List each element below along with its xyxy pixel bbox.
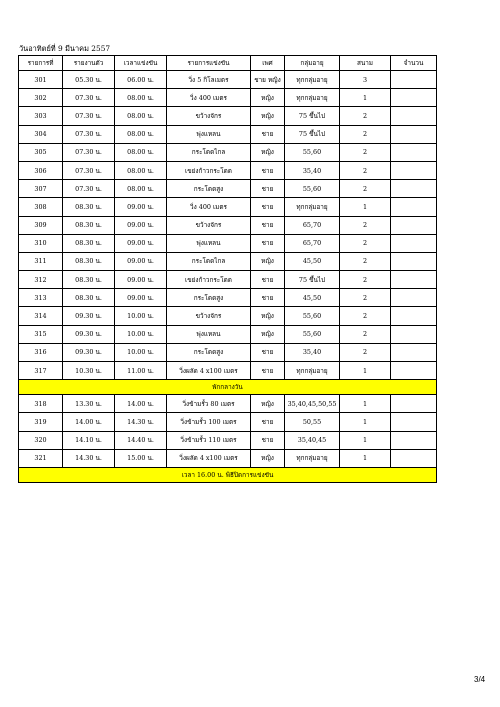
- field-cell: 1: [340, 362, 391, 380]
- event-time-cell: 11.00 น.: [115, 362, 167, 380]
- event-cell: ขว้างจักร: [167, 307, 251, 325]
- item-no-cell: 314: [19, 307, 63, 325]
- schedule-table: [18, 55, 437, 483]
- gender-cell: ชาย: [251, 343, 285, 361]
- event-time-cell: 09.00 น.: [115, 252, 167, 270]
- count-cell: [391, 161, 437, 179]
- table-row: [19, 89, 437, 107]
- event-cell: วิ่ง 400 เมตร: [167, 89, 251, 107]
- event-cell: เขย่งก้าวกระโดด: [167, 161, 251, 179]
- table-row: [19, 362, 437, 380]
- field-cell: 2: [340, 271, 391, 289]
- event-cell: พุ่งแหลน: [167, 125, 251, 143]
- event-time-cell: 10.00 น.: [115, 343, 167, 361]
- table-row: [19, 289, 437, 307]
- field-cell: 2: [340, 107, 391, 125]
- count-cell: [391, 89, 437, 107]
- count-cell: [391, 271, 437, 289]
- gender-cell: หญิง: [251, 89, 285, 107]
- event-cell: กระโดดไกล: [167, 252, 251, 270]
- field-cell: 2: [340, 325, 391, 343]
- age-group-cell: 35,40,45: [285, 431, 340, 449]
- gender-cell: ชาย: [251, 125, 285, 143]
- event-time-cell: 08.00 น.: [115, 180, 167, 198]
- count-cell: [391, 395, 437, 413]
- column-header-event-time: เวลาแข่งขัน: [115, 56, 167, 71]
- item-no-cell: 316: [19, 343, 63, 361]
- closing-ceremony-band: [19, 467, 437, 482]
- table-row: [19, 125, 437, 143]
- event-time-cell: 08.00 น.: [115, 125, 167, 143]
- event-cell: กระโดดสูง: [167, 180, 251, 198]
- count-cell: [391, 71, 437, 89]
- column-header-count: จำนวน: [391, 56, 437, 71]
- field-cell: 1: [340, 89, 391, 107]
- closing-ceremony-row: [19, 467, 437, 482]
- schedule-afternoon-rows: [19, 395, 437, 468]
- item-no-cell: 306: [19, 161, 63, 179]
- page-number: 3/4: [474, 675, 486, 684]
- field-cell: 3: [340, 71, 391, 89]
- report-time-cell: 08.30 น.: [63, 234, 115, 252]
- table-row: [19, 271, 437, 289]
- age-group-cell: 55,60: [285, 180, 340, 198]
- age-group-cell: 35,40: [285, 161, 340, 179]
- item-no-cell: 308: [19, 198, 63, 216]
- lunch-break-row: [19, 380, 437, 395]
- table-row: [19, 325, 437, 343]
- field-cell: 1: [340, 198, 391, 216]
- count-cell: [391, 143, 437, 161]
- count-cell: [391, 125, 437, 143]
- table-row: [19, 161, 437, 179]
- gender-cell: ชาย: [251, 271, 285, 289]
- count-cell: [391, 289, 437, 307]
- item-no-cell: 309: [19, 216, 63, 234]
- gender-cell: ชาย: [251, 161, 285, 179]
- event-cell: วิ่งข้ามรั้ว 80 เมตร: [167, 395, 251, 413]
- item-no-cell: 312: [19, 271, 63, 289]
- table-row: [19, 216, 437, 234]
- report-time-cell: 07.30 น.: [63, 125, 115, 143]
- table-row: [19, 71, 437, 89]
- gender-cell: ชาย: [251, 198, 285, 216]
- count-cell: [391, 413, 437, 431]
- count-cell: [391, 362, 437, 380]
- event-cell: เขย่งก้าวกระโดด: [167, 271, 251, 289]
- event-time-cell: 14.30 น.: [115, 413, 167, 431]
- event-cell: วิ่ง 5 กิโลเมตร: [167, 71, 251, 89]
- age-group-cell: 35,40,45,50,55: [285, 395, 340, 413]
- event-time-cell: 09.00 น.: [115, 289, 167, 307]
- gender-cell: หญิง: [251, 307, 285, 325]
- header-row: [19, 56, 437, 71]
- gender-cell: ชาย หญิง: [251, 71, 285, 89]
- field-cell: 1: [340, 449, 391, 467]
- event-time-cell: 14.40 น.: [115, 431, 167, 449]
- report-time-cell: 14.00 น.: [63, 413, 115, 431]
- event-time-cell: 08.00 น.: [115, 107, 167, 125]
- field-cell: 2: [340, 143, 391, 161]
- age-group-cell: 35,40: [285, 343, 340, 361]
- age-group-cell: 45,50: [285, 252, 340, 270]
- age-group-cell: 50,55: [285, 413, 340, 431]
- column-header-event: รายการแข่งขัน: [167, 56, 251, 71]
- age-group-cell: ทุกกลุ่มอายุ: [285, 362, 340, 380]
- report-time-cell: 07.30 น.: [63, 161, 115, 179]
- item-no-cell: 318: [19, 395, 63, 413]
- lunch-break-band: [19, 380, 437, 395]
- item-no-cell: 310: [19, 234, 63, 252]
- field-cell: 2: [340, 125, 391, 143]
- count-cell: [391, 107, 437, 125]
- event-cell: พุ่งแหลน: [167, 234, 251, 252]
- event-cell: กระโดดสูง: [167, 289, 251, 307]
- count-cell: [391, 216, 437, 234]
- item-no-cell: 303: [19, 107, 63, 125]
- age-group-cell: 75 ขึ้นไป: [285, 125, 340, 143]
- gender-cell: ชาย: [251, 362, 285, 380]
- report-time-cell: 05.30 น.: [63, 71, 115, 89]
- table-row: [19, 431, 437, 449]
- field-cell: 1: [340, 431, 391, 449]
- report-time-cell: 08.30 น.: [63, 198, 115, 216]
- table-row: [19, 107, 437, 125]
- gender-cell: ชาย: [251, 180, 285, 198]
- report-time-cell: 07.30 น.: [63, 180, 115, 198]
- gender-cell: ชาย: [251, 289, 285, 307]
- age-group-cell: ทุกกลุ่มอายุ: [285, 71, 340, 89]
- event-cell: ขว้างจักร: [167, 216, 251, 234]
- field-cell: 1: [340, 395, 391, 413]
- closing-ceremony-label: เวลา 16.00 น. พิธีปิดการแข่งขัน: [19, 467, 437, 482]
- event-time-cell: 14.00 น.: [115, 395, 167, 413]
- table-row: [19, 395, 437, 413]
- report-time-cell: 08.30 น.: [63, 216, 115, 234]
- event-time-cell: 10.00 น.: [115, 307, 167, 325]
- column-header-report-time: รายงานตัว: [63, 56, 115, 71]
- event-cell: วิ่งข้ามรั้ว 110 เมตร: [167, 431, 251, 449]
- gender-cell: หญิง: [251, 449, 285, 467]
- event-time-cell: 09.00 น.: [115, 271, 167, 289]
- event-cell: กระโดดสูง: [167, 343, 251, 361]
- table-row: [19, 198, 437, 216]
- field-cell: 2: [340, 343, 391, 361]
- item-no-cell: 321: [19, 449, 63, 467]
- column-header-age-group: กลุ่มอายุ: [285, 56, 340, 71]
- schedule-morning-rows: [19, 71, 437, 380]
- report-time-cell: 09.30 น.: [63, 325, 115, 343]
- event-time-cell: 09.00 น.: [115, 216, 167, 234]
- gender-cell: หญิง: [251, 252, 285, 270]
- field-cell: 2: [340, 252, 391, 270]
- count-cell: [391, 343, 437, 361]
- event-time-cell: 15.00 น.: [115, 449, 167, 467]
- event-cell: วิ่ง 400 เมตร: [167, 198, 251, 216]
- count-cell: [391, 180, 437, 198]
- count-cell: [391, 198, 437, 216]
- report-time-cell: 10.30 น.: [63, 362, 115, 380]
- lunch-break-label: พักกลางวัน: [19, 380, 437, 395]
- field-cell: 2: [340, 307, 391, 325]
- item-no-cell: 311: [19, 252, 63, 270]
- item-no-cell: 315: [19, 325, 63, 343]
- event-time-cell: 08.00 น.: [115, 161, 167, 179]
- age-group-cell: 75 ขึ้นไป: [285, 271, 340, 289]
- age-group-cell: 55,60: [285, 307, 340, 325]
- gender-cell: ชาย: [251, 413, 285, 431]
- table-row: [19, 449, 437, 467]
- column-header-gender: เพศ: [251, 56, 285, 71]
- event-cell: วิ่งข้ามรั้ว 100 เมตร: [167, 413, 251, 431]
- item-no-cell: 320: [19, 431, 63, 449]
- report-time-cell: 08.30 น.: [63, 271, 115, 289]
- item-no-cell: 319: [19, 413, 63, 431]
- item-no-cell: 301: [19, 71, 63, 89]
- field-cell: 2: [340, 180, 391, 198]
- report-time-cell: 08.30 น.: [63, 289, 115, 307]
- item-no-cell: 305: [19, 143, 63, 161]
- item-no-cell: 317: [19, 362, 63, 380]
- gender-cell: หญิง: [251, 325, 285, 343]
- gender-cell: ชาย: [251, 234, 285, 252]
- age-group-cell: ทุกกลุ่มอายุ: [285, 449, 340, 467]
- gender-cell: หญิง: [251, 143, 285, 161]
- age-group-cell: 55,60: [285, 143, 340, 161]
- table-row: [19, 413, 437, 431]
- report-time-cell: 08.30 น.: [63, 252, 115, 270]
- count-cell: [391, 252, 437, 270]
- item-no-cell: 307: [19, 180, 63, 198]
- event-cell: กระโดดไกล: [167, 143, 251, 161]
- table-row: [19, 180, 437, 198]
- age-group-cell: ทุกกลุ่มอายุ: [285, 89, 340, 107]
- report-time-cell: 09.30 น.: [63, 307, 115, 325]
- age-group-cell: 55,60: [285, 325, 340, 343]
- count-cell: [391, 234, 437, 252]
- age-group-cell: 45,50: [285, 289, 340, 307]
- report-time-cell: 07.30 น.: [63, 89, 115, 107]
- event-time-cell: 08.00 น.: [115, 143, 167, 161]
- gender-cell: ชาย: [251, 431, 285, 449]
- count-cell: [391, 325, 437, 343]
- event-cell: วิ่งผลัด 4 x100 เมตร: [167, 362, 251, 380]
- count-cell: [391, 307, 437, 325]
- event-time-cell: 06.00 น.: [115, 71, 167, 89]
- gender-cell: หญิง: [251, 107, 285, 125]
- age-group-cell: 65,70: [285, 216, 340, 234]
- field-cell: 2: [340, 234, 391, 252]
- event-cell: ขว้างจักร: [167, 107, 251, 125]
- event-cell: พุ่งแหลน: [167, 325, 251, 343]
- field-cell: 2: [340, 289, 391, 307]
- table-row: [19, 252, 437, 270]
- age-group-cell: ทุกกลุ่มอายุ: [285, 198, 340, 216]
- event-time-cell: 10.00 น.: [115, 325, 167, 343]
- field-cell: 1: [340, 413, 391, 431]
- report-time-cell: 09.30 น.: [63, 343, 115, 361]
- table-row: [19, 143, 437, 161]
- item-no-cell: 302: [19, 89, 63, 107]
- table-row: [19, 307, 437, 325]
- gender-cell: หญิง: [251, 395, 285, 413]
- table-row: [19, 343, 437, 361]
- report-time-cell: 07.30 น.: [63, 107, 115, 125]
- event-time-cell: 09.00 น.: [115, 198, 167, 216]
- report-time-cell: 07.30 น.: [63, 143, 115, 161]
- count-cell: [391, 449, 437, 467]
- item-no-cell: 313: [19, 289, 63, 307]
- event-time-cell: 08.00 น.: [115, 89, 167, 107]
- item-no-cell: 304: [19, 125, 63, 143]
- event-time-cell: 09.00 น.: [115, 234, 167, 252]
- age-group-cell: 75 ขึ้นไป: [285, 107, 340, 125]
- count-cell: [391, 431, 437, 449]
- gender-cell: ชาย: [251, 216, 285, 234]
- event-cell: วิ่งผลัด 4 x100 เมตร: [167, 449, 251, 467]
- column-header-item-no: รายการที่: [19, 56, 63, 71]
- field-cell: 2: [340, 216, 391, 234]
- column-header-field: สนาม: [340, 56, 391, 71]
- field-cell: 2: [340, 161, 391, 179]
- report-time-cell: 14.30 น.: [63, 449, 115, 467]
- age-group-cell: 65,70: [285, 234, 340, 252]
- report-time-cell: 13.30 น.: [63, 395, 115, 413]
- report-time-cell: 14.10 น.: [63, 431, 115, 449]
- table-row: [19, 234, 437, 252]
- page-heading: วันอาทิตย์ที่ 9 มีนาคม 2557: [19, 44, 111, 53]
